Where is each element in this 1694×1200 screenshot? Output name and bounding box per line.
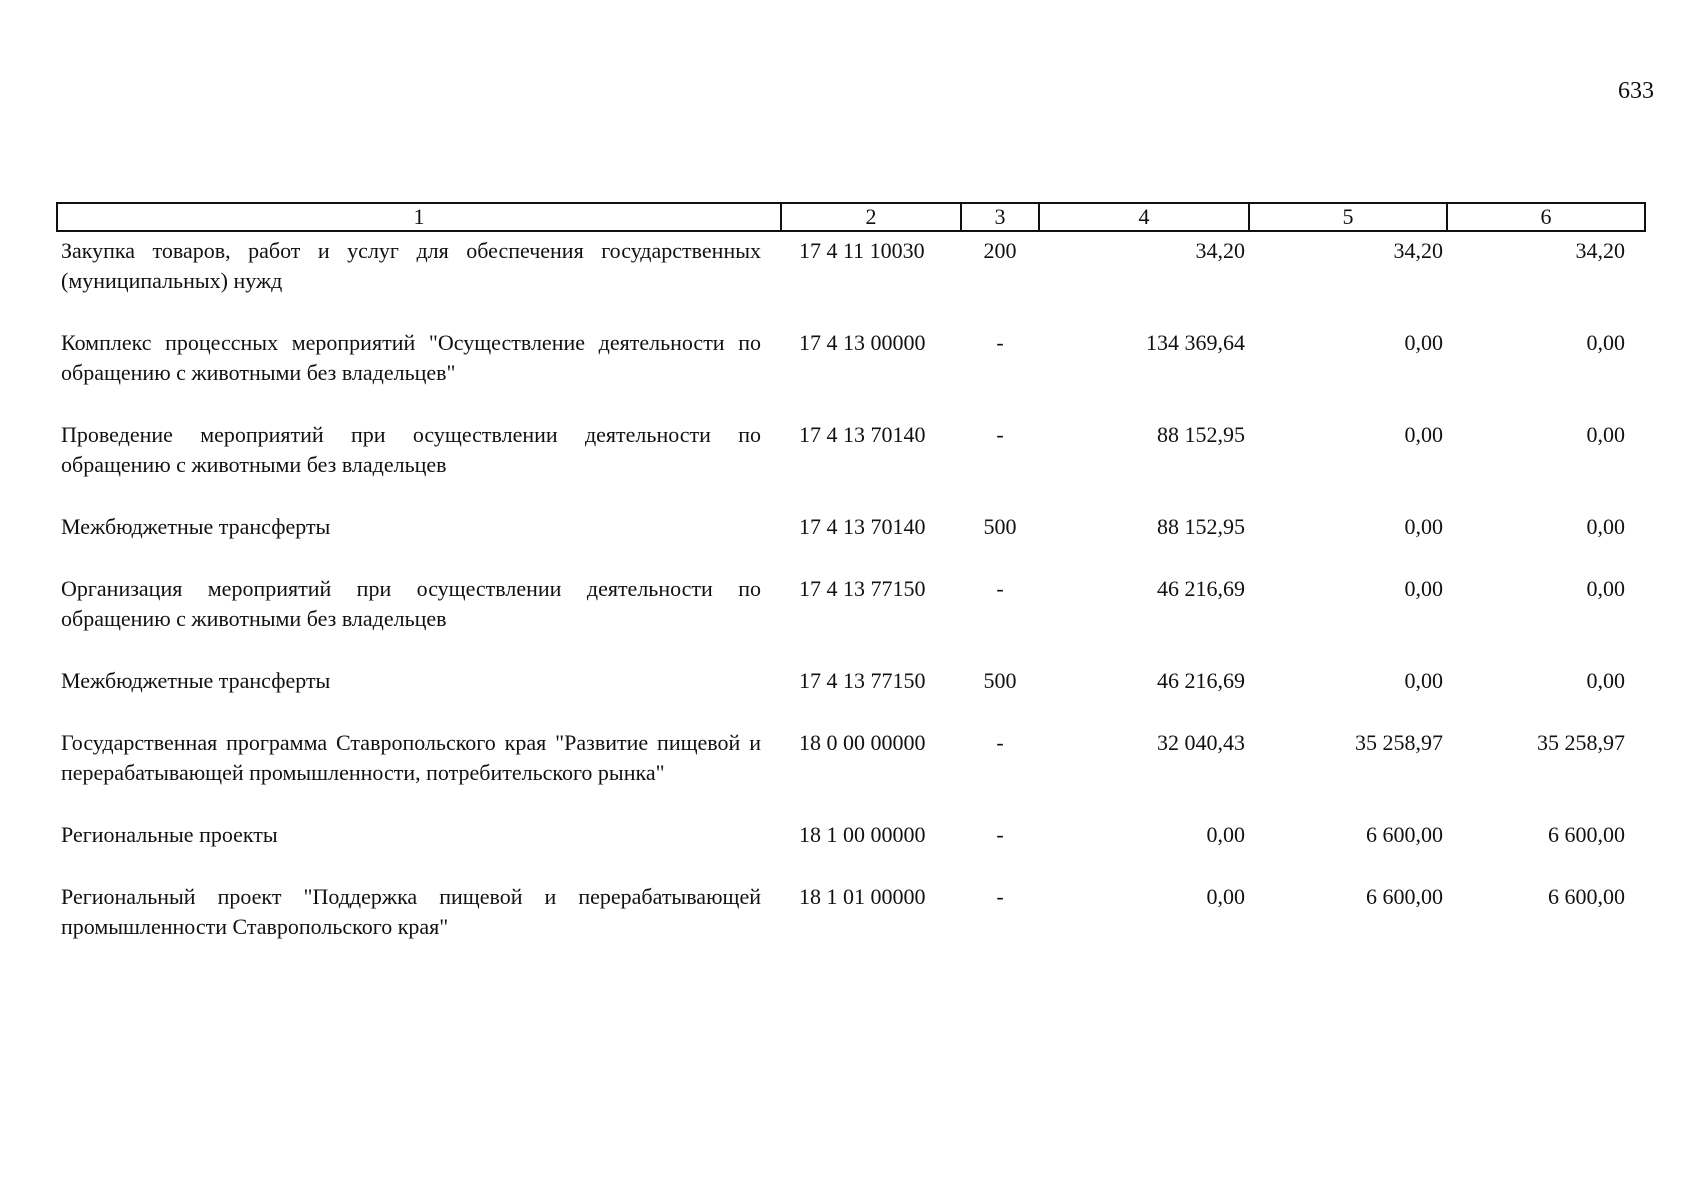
- row-value-3: 0,00: [1586, 576, 1625, 601]
- row-value-1: 32 040,43: [1157, 730, 1245, 755]
- row-name: Региональный проект "Поддержка пищевой и перерабатывающей промышленности Ставропольского края": [61, 884, 761, 939]
- row-value-1: 46 216,69: [1157, 668, 1245, 693]
- table-row: [57, 662, 1645, 724]
- row-value-2: 0,00: [1404, 514, 1443, 539]
- row-code: 17 4 13 00000: [799, 330, 926, 355]
- row-code: 18 1 01 00000: [799, 884, 926, 909]
- row-vr: -: [996, 822, 1004, 847]
- table-row: [57, 724, 1645, 816]
- header-col-5: 5: [1249, 203, 1447, 231]
- header-col-2: 2: [781, 203, 961, 231]
- row-vr: 500: [983, 668, 1017, 693]
- row-value-2: 0,00: [1404, 422, 1443, 447]
- row-vr: -: [996, 884, 1004, 909]
- row-code: 17 4 13 77150: [799, 576, 926, 601]
- row-value-2: 6 600,00: [1366, 884, 1443, 909]
- table-row: [57, 878, 1645, 970]
- row-code: 18 0 00 00000: [799, 730, 926, 755]
- table-row: [57, 508, 1645, 570]
- row-value-1: 34,20: [1195, 238, 1245, 263]
- header-col-3: 3: [961, 203, 1039, 231]
- row-value-3: 35 258,97: [1537, 730, 1625, 755]
- row-code: 17 4 11 10030: [799, 238, 925, 263]
- row-value-2: 0,00: [1404, 668, 1443, 693]
- row-vr: -: [996, 330, 1004, 355]
- table-row: [57, 416, 1645, 508]
- table-row: [57, 231, 1645, 324]
- header-col-6: 6: [1447, 203, 1645, 231]
- row-name: Межбюджетные трансферты: [61, 668, 331, 693]
- row-value-2: 35 258,97: [1355, 730, 1443, 755]
- row-name: Региональные проекты: [61, 822, 278, 847]
- row-value-2: 0,00: [1404, 330, 1443, 355]
- header-col-4: 4: [1039, 203, 1249, 231]
- row-value-3: 6 600,00: [1548, 822, 1625, 847]
- row-vr: -: [996, 576, 1004, 601]
- row-value-3: 0,00: [1586, 422, 1625, 447]
- row-value-3: 34,20: [1575, 238, 1625, 263]
- row-name: Государственная программа Ставропольского края "Развитие пищевой и перерабатывающей промышленности, потребительского рынка": [61, 730, 761, 785]
- row-code: 17 4 13 70140: [799, 514, 926, 539]
- row-code: 18 1 00 00000: [799, 822, 926, 847]
- row-value-1: 0,00: [1206, 884, 1245, 909]
- header-row: [57, 203, 1645, 231]
- row-value-1: 46 216,69: [1157, 576, 1245, 601]
- row-code: 17 4 13 77150: [799, 668, 926, 693]
- header-col-1: 1: [57, 203, 781, 231]
- row-vr: -: [996, 422, 1004, 447]
- row-vr: 500: [983, 514, 1017, 539]
- table-row: [57, 816, 1645, 878]
- row-value-2: 34,20: [1393, 238, 1443, 263]
- row-name: Проведение мероприятий при осуществлении деятельности по обращению с животными без владельцев: [61, 422, 761, 477]
- row-value-3: 6 600,00: [1548, 884, 1625, 909]
- row-vr: 200: [983, 238, 1017, 263]
- row-value-1: 88 152,95: [1157, 422, 1245, 447]
- row-name: Межбюджетные трансферты: [61, 514, 331, 539]
- page-number: 633: [1618, 78, 1654, 104]
- row-value-3: 0,00: [1586, 514, 1625, 539]
- row-value-2: 0,00: [1404, 576, 1443, 601]
- row-value-3: 0,00: [1586, 668, 1625, 693]
- row-name: Закупка товаров, работ и услуг для обеспечения государственных (муниципальных) нужд: [61, 238, 761, 293]
- table-row: [57, 570, 1645, 662]
- row-name: Комплекс процессных мероприятий "Осуществление деятельности по обращению с животными без владельцев": [61, 330, 761, 385]
- row-value-2: 6 600,00: [1366, 822, 1443, 847]
- row-vr: -: [996, 730, 1004, 755]
- row-value-1: 88 152,95: [1157, 514, 1245, 539]
- row-code: 17 4 13 70140: [799, 422, 926, 447]
- budget-table: [56, 202, 1646, 970]
- row-value-1: 0,00: [1206, 822, 1245, 847]
- row-value-3: 0,00: [1586, 330, 1625, 355]
- row-value-1: 134 369,64: [1146, 330, 1245, 355]
- table-row: [57, 324, 1645, 416]
- row-name: Организация мероприятий при осуществлении деятельности по обращению с животными без владельцев: [61, 576, 761, 631]
